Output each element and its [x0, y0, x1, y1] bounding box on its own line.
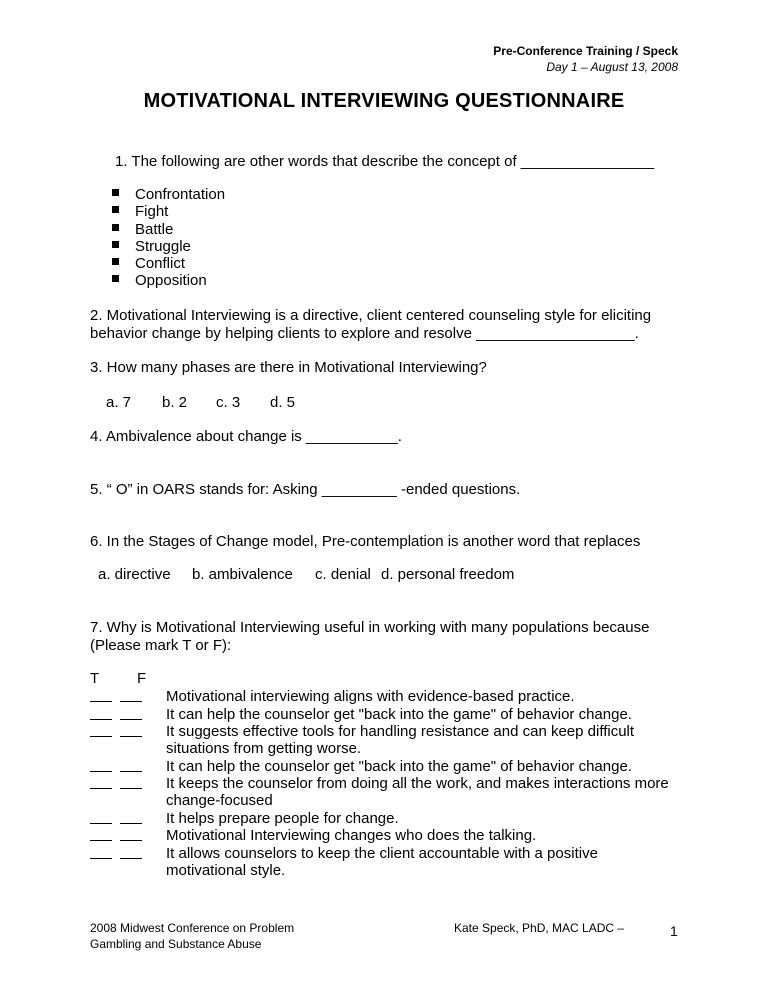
true-column-header: T [90, 670, 100, 687]
list-item: Opposition [112, 272, 225, 289]
tf-statement-3-line-2: situations from getting worse. [166, 740, 362, 757]
page-title: MOTIVATIONAL INTERVIEWING QUESTIONNAIRE [143, 90, 625, 112]
bullet-square-icon [112, 258, 119, 265]
tf-statement-7: Motivational Interviewing changes who does the talking. [166, 827, 537, 844]
tf-statement-2: It can help the counselor get "back into the game" of behavior change. [166, 706, 632, 723]
tf-statement-5-line-1: It keeps the counselor from doing all the work, and makes interactions more [166, 775, 669, 792]
question-7-line-2: (Please mark T or F): [90, 637, 232, 654]
q3-option-b: b. 2 [162, 394, 188, 411]
q1-bullet-list [112, 186, 225, 290]
tf-answer-blanks[interactable] [90, 723, 150, 741]
question-2-line-2: behavior change by helping clients to explore and resolve ___________________. [90, 325, 639, 342]
list-item: Fight [112, 203, 225, 220]
false-blank[interactable] [120, 845, 142, 859]
tf-answer-blanks[interactable] [90, 706, 150, 724]
question-7-line-1: 7. Why is Motivational Interviewing useful in working with many populations because [90, 619, 650, 636]
footer-conference-line-1: 2008 Midwest Conference on Problem [90, 921, 295, 935]
false-blank[interactable] [120, 827, 142, 841]
list-item: Battle [112, 221, 225, 238]
list-item: Conflict [112, 255, 225, 272]
true-blank[interactable] [90, 845, 112, 859]
tf-answer-blanks[interactable] [90, 775, 150, 793]
tf-answer-blanks[interactable] [90, 845, 150, 863]
q3-option-c: c. 3 [216, 394, 241, 411]
tf-statement-8-line-2: motivational style. [166, 862, 286, 879]
true-blank[interactable] [90, 688, 112, 702]
q6-option-a: a. directive [98, 566, 171, 583]
true-blank[interactable] [90, 758, 112, 772]
tf-answer-blanks[interactable] [90, 827, 150, 845]
false-blank[interactable] [120, 758, 142, 772]
q6-option-c: c. denial [315, 566, 371, 583]
true-blank[interactable] [90, 775, 112, 789]
header-training-title: Pre-Conference Training / Speck [493, 44, 678, 58]
bullet-square-icon [112, 189, 119, 196]
tf-statement-8-line-1: It allows counselors to keep the client accountable with a positive [166, 845, 598, 862]
bullet-square-icon [112, 241, 119, 248]
tf-answer-blanks[interactable] [90, 810, 150, 828]
tf-statement-6: It helps prepare people for change. [166, 810, 399, 827]
tf-answer-blanks[interactable] [90, 758, 150, 776]
question-5: 5. “ O” in OARS stands for: Asking _________ -ended questions. [90, 481, 521, 498]
false-blank[interactable] [120, 810, 142, 824]
true-blank[interactable] [90, 706, 112, 720]
question-6: 6. In the Stages of Change model, Pre-contemplation is another word that replaces [90, 533, 641, 550]
bullet-square-icon [112, 206, 119, 213]
false-blank[interactable] [120, 706, 142, 720]
q3-option-d: d. 5 [270, 394, 296, 411]
tf-statement-1: Motivational interviewing aligns with evidence-based practice. [166, 688, 575, 705]
tf-answer-blanks[interactable] [90, 688, 150, 706]
true-blank[interactable] [90, 810, 112, 824]
false-blank[interactable] [120, 775, 142, 789]
header-date: Day 1 – August 13, 2008 [546, 60, 678, 74]
footer-conference-line-2: Gambling and Substance Abuse [90, 937, 262, 951]
false-blank[interactable] [120, 688, 142, 702]
question-2-line-1: 2. Motivational Interviewing is a directive, client centered counseling style for eliciting [90, 307, 652, 324]
tf-statement-5-line-2: change-focused [166, 792, 273, 809]
false-column-header: F [137, 670, 147, 687]
bullet-square-icon [112, 224, 119, 231]
footer-author: Kate Speck, PhD, MAC LADC – [454, 921, 625, 935]
question-3: 3. How many phases are there in Motivational Interviewing? [90, 359, 487, 376]
true-blank[interactable] [90, 723, 112, 737]
question-4: 4. Ambivalence about change is ___________. [90, 428, 402, 445]
page-number: 1 [670, 923, 678, 939]
list-item: Confrontation [112, 186, 225, 203]
tf-statement-4: It can help the counselor get "back into the game" of behavior change. [166, 758, 632, 775]
q6-option-b: b. ambivalence [192, 566, 293, 583]
list-item: Struggle [112, 238, 225, 255]
q6-option-d: d. personal freedom [381, 566, 515, 583]
false-blank[interactable] [120, 723, 142, 737]
bullet-square-icon [112, 275, 119, 282]
question-1: 1. The following are other words that describe the concept of ________________ [115, 153, 655, 170]
true-blank[interactable] [90, 827, 112, 841]
tf-statement-3-line-1: It suggests effective tools for handling resistance and can keep difficult [166, 723, 635, 740]
q3-option-a: a. 7 [106, 394, 132, 411]
